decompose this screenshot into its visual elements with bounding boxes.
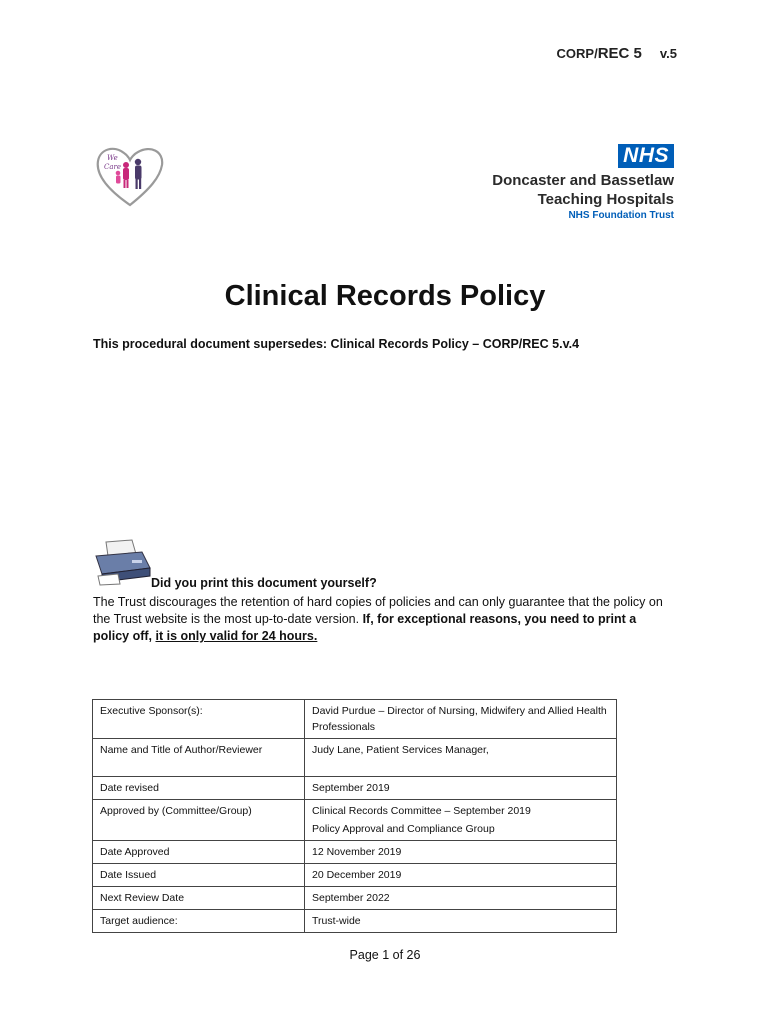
metadata-key: Executive Sponsor(s): [93,700,305,739]
document-reference [557,45,677,62]
metadata-value-line1: Clinical Records Committee – September 2019 [312,805,531,817]
org-name-line3: NHS Foundation Trust [568,210,674,221]
print-notice-text: The Trust discourages the retention of hard copies of policies and can only guarantee that the policy on the Trust website is the most up-to-date version. [93,595,663,626]
document-title: Clinical Records Policy [224,280,546,312]
metadata-value: Judy Lane, Patient Services Manager, [305,739,617,777]
table-row [93,887,617,910]
page-number: Page 1 of 26 [349,948,421,962]
print-notice-heading: Did you print this document yourself? [151,576,377,590]
policy-metadata-table [92,699,617,933]
supersedes-note: This procedural document supersedes: Clinical Records Policy – CORP/REC 5.v.4 [93,337,580,351]
we-care-logo [94,143,166,209]
metadata-value: 20 December 2019 [305,864,617,887]
printer-icon [92,538,152,586]
metadata-key: Approved by (Committee/Group) [93,800,305,841]
metadata-key: Name and Title of Author/Reviewer [93,739,305,777]
metadata-value: David Purdue – Director of Nursing, Midwifery and Allied Health Professionals [305,700,617,739]
org-name-line2: Teaching Hospitals [537,191,674,208]
table-row [93,841,617,864]
table-row [93,800,617,841]
table-row [93,777,617,800]
metadata-key: Date Issued [93,864,305,887]
metadata-value: September 2019 [305,777,617,800]
table-row [93,910,617,933]
print-notice-body [93,594,673,645]
doc-ref-prefix: CORP/ [556,46,598,61]
table-row [93,864,617,887]
table-row [93,739,617,777]
nhs-badge: NHS [618,144,674,168]
metadata-value: September 2022 [305,887,617,910]
print-notice-bold: If, for exceptional reasons, you need to print a policy off, [93,612,637,643]
doc-version: v.5 [659,46,677,61]
metadata-value: 12 November 2019 [305,841,617,864]
print-notice-validity: it is only valid for 24 hours. [155,629,318,643]
org-name-line1: Doncaster and Bassetlaw [492,172,674,189]
metadata-value: Trust-wide [305,910,617,933]
nhs-trust-logo [492,144,674,222]
metadata-key: Target audience: [93,910,305,933]
doc-ref-code: REC 5 [597,45,642,62]
metadata-key: Next Review Date [93,887,305,910]
metadata-key: Date revised [93,777,305,800]
metadata-value [305,800,617,841]
svg-text:Care: Care [104,163,122,171]
table-row [93,700,617,739]
svg-text:We: We [107,154,118,162]
metadata-key: Date Approved [93,841,305,864]
metadata-value-line2: Policy Approval and Compliance Group [312,823,495,835]
